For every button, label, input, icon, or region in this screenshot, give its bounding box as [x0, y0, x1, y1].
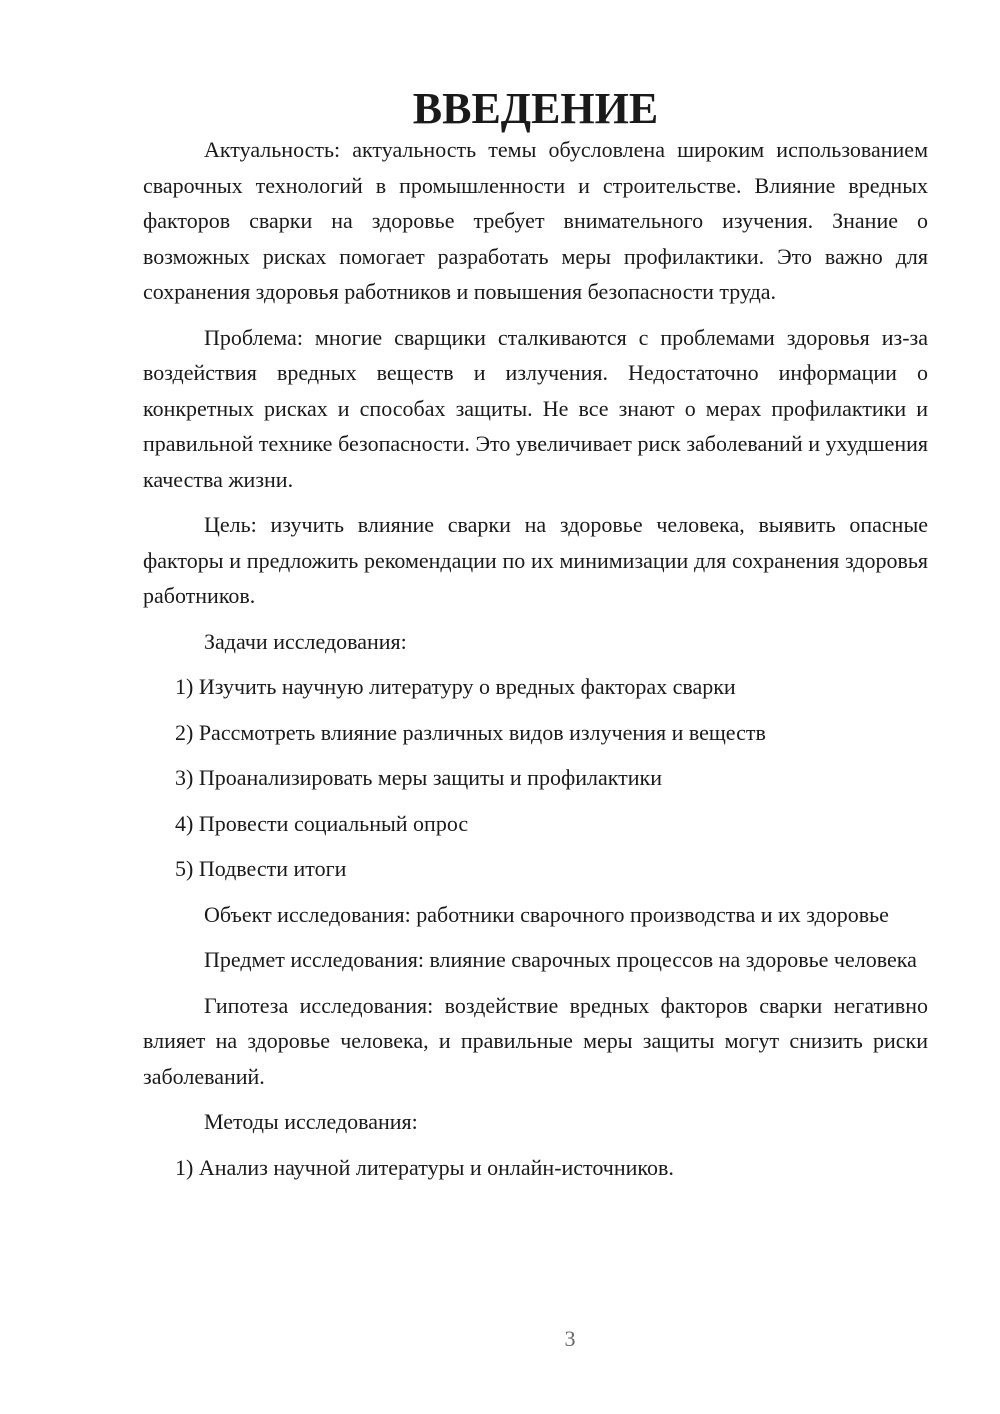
task-item: 5) Подвести итоги: [175, 856, 347, 881]
methods-label: Методы исследования:: [204, 1109, 418, 1134]
section-title: ВВЕДЕНИЕ: [412, 84, 659, 133]
tasks-label: Задачи исследования:: [204, 628, 407, 654]
task-item: 2) Рассмотреть влияние различных видов излучения и веществ: [175, 719, 766, 745]
document-page: [143, 84, 928, 1195]
methods-list: [143, 1150, 928, 1186]
page-number: 3: [564, 1326, 576, 1351]
hypothesis-paragraph: Гипотеза исследования: воздействие вредных факторов сварки негативно влияет на здоровье человека, и правильные меры защиты могут снизить риски заболеваний.: [143, 992, 928, 1089]
task-item: 1) Изучить научную литературу о вредных факторах сварки: [175, 674, 736, 699]
task-item: 4) Провести социальный опрос: [175, 810, 469, 836]
goal-paragraph: Цель: изучить влияние сварки на здоровье человека, выявить опасные факторы и предложить рекомендации по их минимизации для сохранения здоровья работников.: [143, 512, 928, 608]
relevance-paragraph: Актуальность: актуальность темы обусловлена широким использованием сварочных технологий в промышленности и строительстве. Влияние вредных факторов сварки на здоровье требует внимательного изучения. Знание о возможных рисках помогает разработать меры профилактики. Это важно для сохранения здоровья работников и повышения безопасности труда.: [143, 137, 928, 304]
task-item: 3) Проанализировать меры защиты и профилактики: [175, 765, 662, 790]
subject-paragraph: Предмет исследования: влияние сварочных процессов на здоровье человека: [204, 947, 917, 972]
object-paragraph: Объект исследования: работники сварочного производства и их здоровье: [204, 901, 889, 927]
method-item: 1) Анализ научной литературы и онлайн-источников.: [175, 1154, 674, 1180]
problem-paragraph: Проблема: многие сварщики сталкиваются с проблемами здоровья из-за воздействия вредных веществ и излучения. Недостаточно информации о конкретных рисках и способах защиты. Не все знают о мерах профилактики и правильной технике безопасности. Это увеличивает риск заболеваний и ухудшения качества жизни.: [143, 324, 928, 492]
tasks-list: [143, 669, 928, 887]
